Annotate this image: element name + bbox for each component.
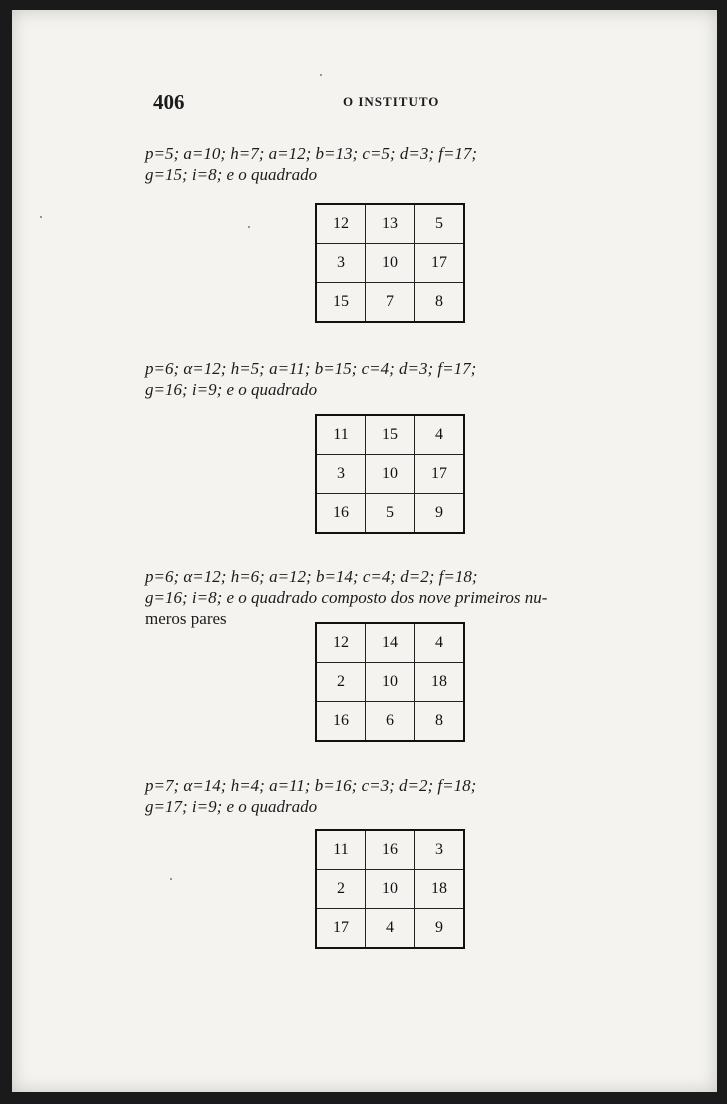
- table-row: [316, 830, 464, 870]
- book-page: [12, 10, 717, 1092]
- square-cell: 16: [316, 702, 366, 742]
- square-cell: 3: [316, 455, 366, 494]
- square-cell: 18: [415, 663, 465, 702]
- square-cell: 11: [316, 415, 366, 455]
- paragraph-3: [145, 566, 633, 629]
- scan-speck: [170, 878, 172, 880]
- table-row: [316, 283, 464, 323]
- table-row: [316, 663, 464, 702]
- square-cell: 14: [366, 623, 415, 663]
- square-cell: 13: [366, 204, 415, 244]
- table-row: [316, 702, 464, 742]
- paragraph-1-line-1: p=5; a=10; h=7; a=12; b=13; c=5; d=3; f=17;: [145, 144, 478, 163]
- paragraph-1: [145, 143, 633, 185]
- paragraph-2-line-1: p=6; α=12; h=5; a=11; b=15; c=4; d=3; f=17;: [145, 359, 477, 378]
- square-cell: 12: [316, 204, 366, 244]
- square-cell: 8: [415, 702, 465, 742]
- square-cell: 4: [415, 415, 465, 455]
- square-cell: 10: [366, 244, 415, 283]
- square-cell: 2: [316, 870, 366, 909]
- magic-square-4: [315, 829, 465, 949]
- table-row: [316, 623, 464, 663]
- square-cell: 17: [415, 244, 465, 283]
- paragraph-4: [145, 775, 633, 817]
- magic-square-3: [315, 622, 465, 742]
- square-cell: 7: [366, 283, 415, 323]
- square-cell: 8: [415, 283, 465, 323]
- square-cell: 10: [366, 455, 415, 494]
- page-number: 406: [153, 90, 185, 114]
- square-cell: 2: [316, 663, 366, 702]
- square-cell: 11: [316, 830, 366, 870]
- square-cell: 3: [316, 244, 366, 283]
- square-cell: 6: [366, 702, 415, 742]
- paragraph-3-line-3: meros pares: [145, 609, 227, 628]
- square-cell: 10: [366, 663, 415, 702]
- square-cell: 15: [316, 283, 366, 323]
- square-cell: 16: [366, 830, 415, 870]
- table-row: [316, 455, 464, 494]
- table-row: [316, 909, 464, 949]
- paragraph-4-line-1: p=7; α=14; h=4; a=11; b=16; c=3; d=2; f=18;: [145, 776, 477, 795]
- square-cell: 4: [415, 623, 465, 663]
- paragraph-2: [145, 358, 633, 400]
- page-header: [153, 90, 643, 114]
- square-cell: 17: [316, 909, 366, 949]
- square-cell: 10: [366, 870, 415, 909]
- table-row: [316, 415, 464, 455]
- square-cell: 15: [366, 415, 415, 455]
- square-cell: 4: [366, 909, 415, 949]
- square-cell: 9: [415, 494, 465, 534]
- scan-speck: [248, 226, 250, 228]
- table-row: [316, 494, 464, 534]
- magic-square-2: [315, 414, 465, 534]
- scan-speck: [40, 216, 42, 218]
- table-row: [316, 244, 464, 283]
- table-row: [316, 870, 464, 909]
- paragraph-3-line-2: g=16; i=8; e o quadrado composto dos nove primeiros nu-: [145, 588, 548, 607]
- square-cell: 5: [366, 494, 415, 534]
- paragraph-2-line-2: g=16; i=9; e o quadrado: [145, 380, 318, 399]
- square-cell: 18: [415, 870, 465, 909]
- square-cell: 5: [415, 204, 465, 244]
- paragraph-3-line-1: p=6; α=12; h=6; a=12; b=14; c=4; d=2; f=18;: [145, 567, 478, 586]
- table-row: [316, 204, 464, 244]
- square-cell: 9: [415, 909, 465, 949]
- scan-speck: [320, 74, 322, 76]
- paragraph-4-line-2: g=17; i=9; e o quadrado: [145, 797, 318, 816]
- running-title: O INSTITUTO: [343, 94, 440, 109]
- paragraph-1-line-2: g=15; i=8; e o quadrado: [145, 165, 318, 184]
- square-cell: 12: [316, 623, 366, 663]
- square-cell: 17: [415, 455, 465, 494]
- magic-square-1: [315, 203, 465, 323]
- square-cell: 3: [415, 830, 465, 870]
- square-cell: 16: [316, 494, 366, 534]
